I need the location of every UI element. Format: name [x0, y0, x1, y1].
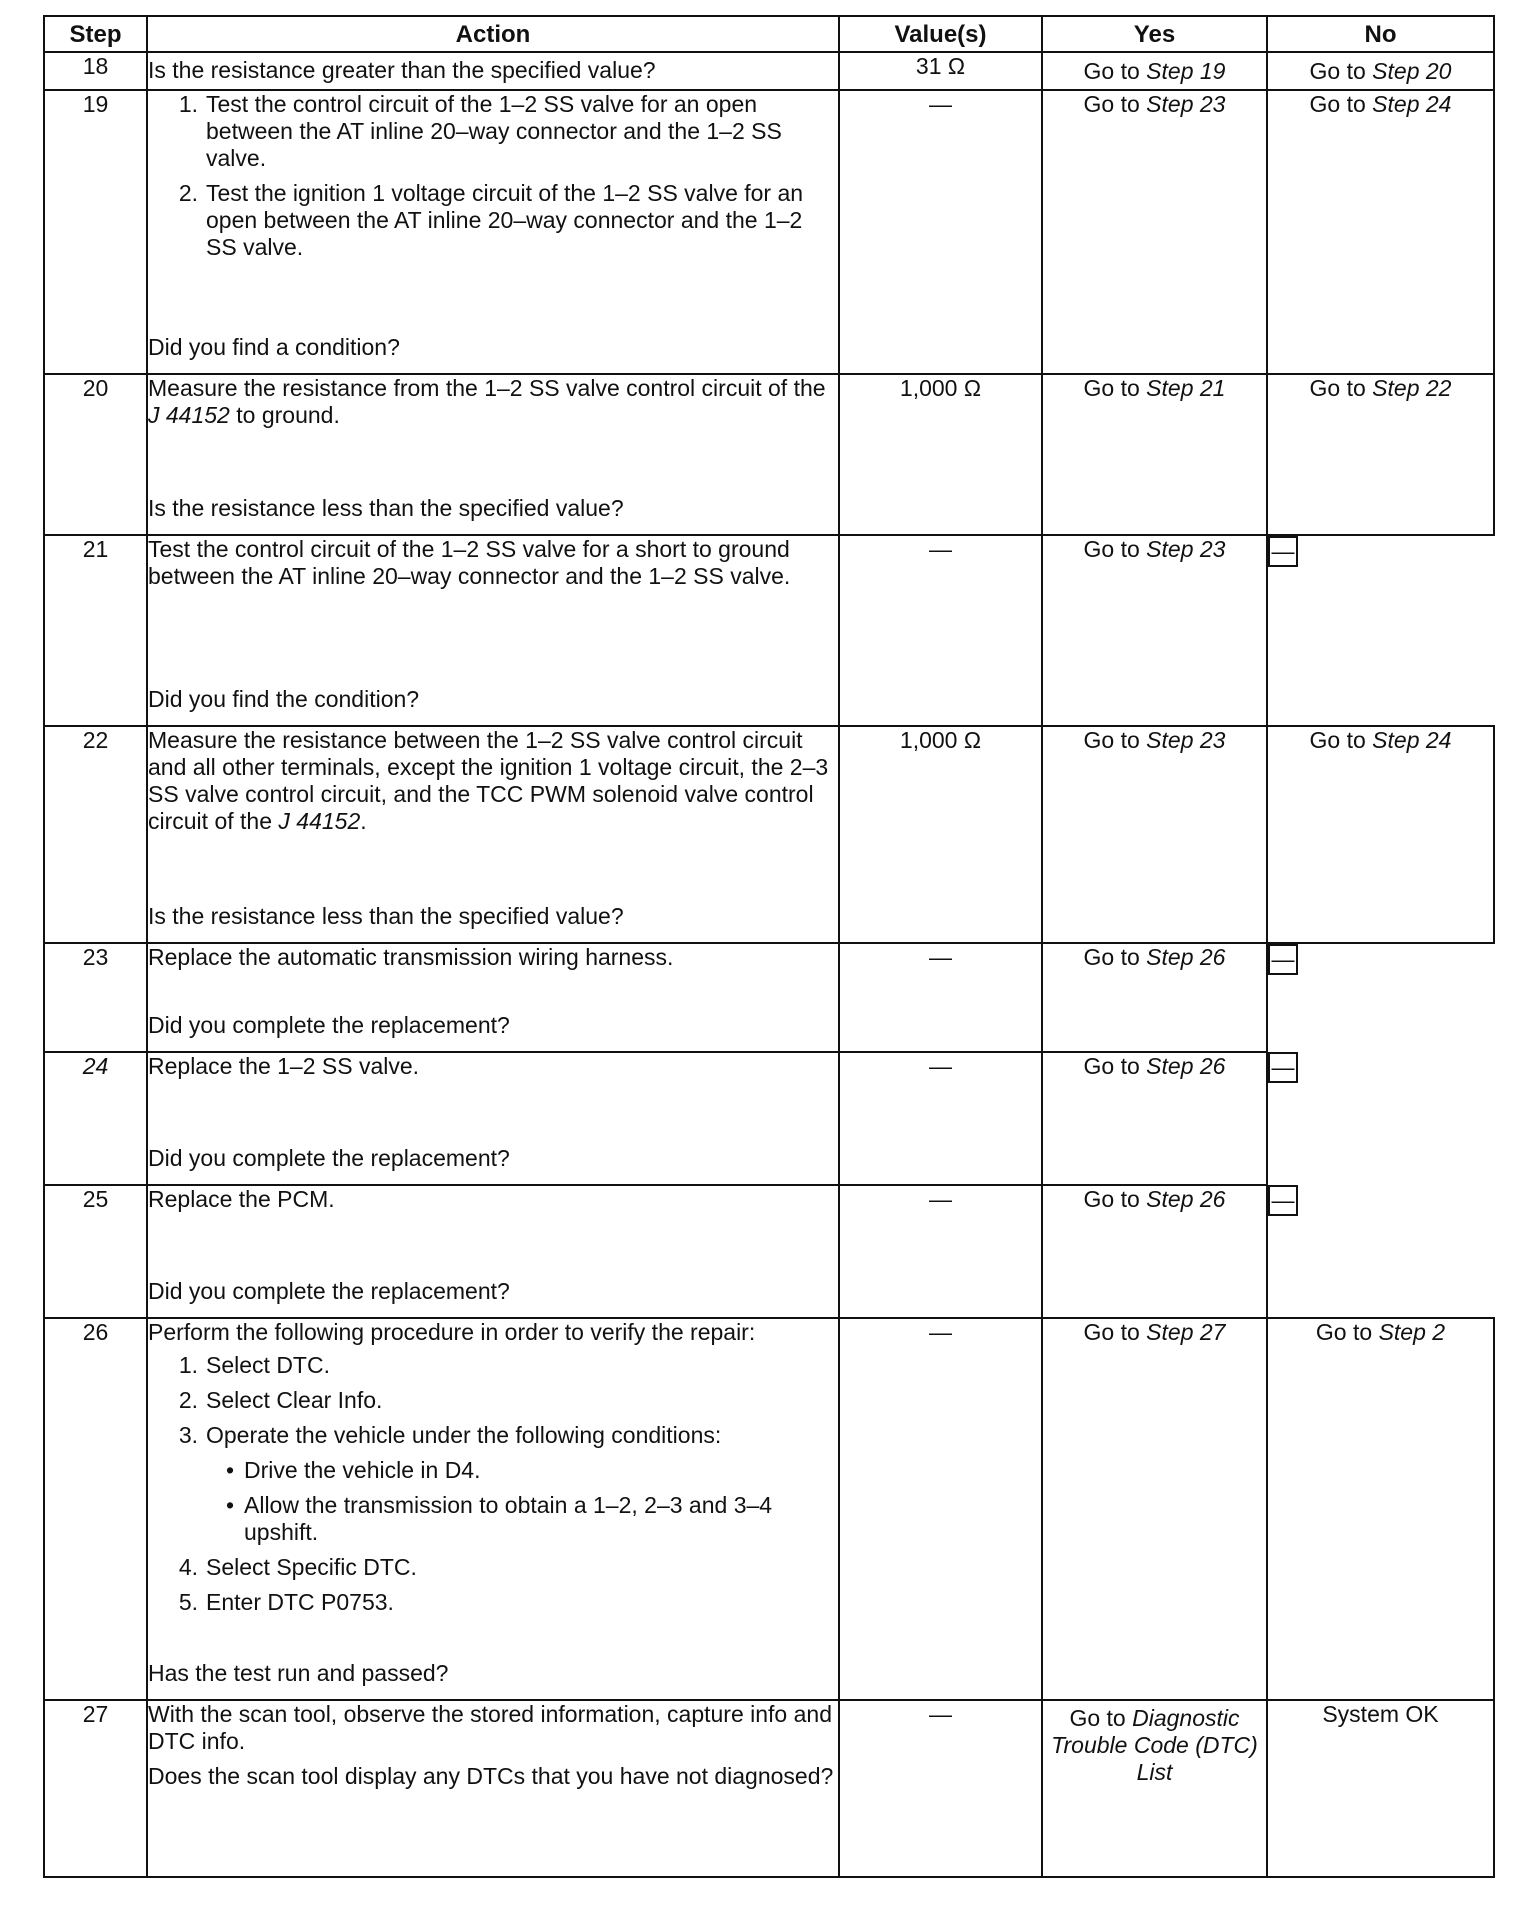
- value-cell: —: [839, 535, 1042, 726]
- no-step-link[interactable]: Step 2: [1378, 1319, 1446, 1345]
- header-yes: Yes: [1042, 16, 1267, 52]
- action-cell: [147, 52, 839, 90]
- table-row-step-24: [44, 1052, 1494, 1185]
- action-cell: [147, 726, 839, 943]
- instruction-text: With the scan tool, observe the stored information, capture info and DTC info.: [148, 1701, 832, 1754]
- value-cell: —: [839, 90, 1042, 374]
- dtc-list-link[interactable]: Diagnostic Trouble Code (DTC) List: [1051, 1705, 1258, 1785]
- action-cell: [147, 1185, 839, 1318]
- go-to-label: Go to: [1315, 1319, 1373, 1345]
- instruction-text: Measure the resistance from the 1–2 SS valve control circuit of the J 44152 to ground.: [148, 375, 826, 428]
- action-cell: [147, 374, 839, 535]
- step-number: 21: [44, 535, 147, 726]
- go-to-label: Go to: [1309, 727, 1366, 753]
- question-text: Did you complete the replacement?: [148, 1145, 510, 1171]
- step-number: 26: [44, 1318, 147, 1700]
- value-cell: —: [839, 1052, 1042, 1185]
- bullet-icon: •: [225, 1457, 234, 1483]
- no-cell: —: [1268, 944, 1298, 975]
- go-to-label: Go to: [1069, 1705, 1126, 1731]
- yes-cell: [1042, 1185, 1267, 1318]
- yes-step-link[interactable]: Step 19: [1146, 57, 1226, 84]
- action-cell: [147, 90, 839, 374]
- table-row-step-22: [44, 726, 1494, 943]
- no-step-link[interactable]: Step 22: [1372, 375, 1452, 401]
- system-ok-text: System OK: [1322, 1701, 1439, 1727]
- table-row-step-26: [44, 1318, 1494, 1700]
- table-row-step-21: [44, 535, 1494, 726]
- header-no: No: [1267, 16, 1494, 52]
- list-item: 4. Select Specific DTC.: [178, 1554, 417, 1580]
- list-item: 1. Select DTC.: [178, 1352, 330, 1378]
- step-number: 22: [44, 726, 147, 943]
- no-cell: [1267, 374, 1494, 535]
- no-step-link[interactable]: Step 20: [1372, 57, 1452, 84]
- instruction-text: Test the control circuit of the 1–2 SS valve for a short to ground between the AT inline 20–way connector and the 1–2 SS valve.: [148, 536, 791, 589]
- yes-step-link[interactable]: Step 26: [1146, 1186, 1226, 1212]
- yes-cell: [1042, 374, 1267, 535]
- instruction-text: Perform the following procedure in order to verify the repair:: [148, 1319, 756, 1345]
- action-cell: [147, 535, 839, 726]
- value-cell: —: [839, 1700, 1042, 1877]
- instruction-text: Replace the 1–2 SS valve.: [148, 1053, 420, 1079]
- table-row-step-20: [44, 374, 1494, 535]
- no-cell: [1267, 1700, 1494, 1877]
- go-to-label: Go to: [1309, 375, 1366, 401]
- tool-reference: J 44152: [278, 808, 361, 834]
- instruction-text: Replace the automatic transmission wiring harness.: [148, 944, 674, 970]
- no-cell: —: [1268, 536, 1298, 567]
- numbered-list: [148, 1554, 838, 1616]
- table-row-step-27: [44, 1700, 1494, 1877]
- table-row-step-19: [44, 90, 1494, 374]
- step-number: 24: [44, 1052, 147, 1185]
- go-to-label: Go to: [1083, 375, 1140, 401]
- step-number: 23: [44, 943, 147, 1052]
- go-to-label: Go to: [1309, 91, 1366, 117]
- go-to-label: Go to: [1083, 1053, 1140, 1079]
- no-cell: [1267, 1318, 1494, 1700]
- no-cell: —: [1268, 1185, 1298, 1216]
- go-to-label: Go to: [1083, 536, 1140, 562]
- go-to-label: Go to: [1083, 57, 1140, 84]
- list-item: • Allow the transmission to obtain a 1–2, 2–3 and 3–4 upshift.: [148, 1492, 838, 1546]
- header-step: Step: [44, 16, 147, 52]
- value-cell: —: [839, 943, 1042, 1052]
- header-value: Value(s): [839, 16, 1042, 52]
- no-cell: [1267, 52, 1494, 90]
- yes-step-link[interactable]: Step 26: [1146, 944, 1226, 970]
- no-step-link[interactable]: Step 24: [1372, 91, 1452, 117]
- yes-step-link[interactable]: Step 27: [1146, 1319, 1226, 1345]
- value-cell: 31 Ω: [839, 52, 1042, 90]
- yes-cell: [1042, 1318, 1267, 1700]
- question-text: Has the test run and passed?: [148, 1660, 449, 1686]
- go-to-label: Go to: [1083, 1319, 1140, 1345]
- yes-cell: [1042, 943, 1267, 1052]
- yes-cell: [1042, 52, 1267, 90]
- table-row-step-18: [44, 52, 1494, 90]
- numbered-list: [148, 91, 838, 269]
- yes-cell: [1042, 726, 1267, 943]
- instruction-text: Measure the resistance between the 1–2 SS valve control circuit and all other terminals, except the ignition 1 voltage circuit, the 2–3 SS valve control circuit, and the TCC PWM solenoid valve control circuit of the J 44152.: [148, 727, 829, 834]
- table-row-step-23: [44, 943, 1494, 1052]
- question-text: Is the resistance greater than the specified value?: [148, 57, 656, 83]
- step-number: 27: [44, 1700, 147, 1877]
- action-cell: [147, 943, 839, 1052]
- question-text: Did you find the condition?: [148, 686, 420, 712]
- list-item: 1. Test the control circuit of the 1–2 SS valve for an open between the AT inline 20–way connector and the 1–2 SS valve.: [178, 91, 782, 171]
- numbered-list: [148, 1352, 838, 1449]
- no-cell: [1267, 90, 1494, 374]
- no-cell: —: [1268, 1052, 1298, 1083]
- step-number: 20: [44, 374, 147, 535]
- bullet-list: [148, 1457, 838, 1546]
- header-action: Action: [147, 16, 839, 52]
- action-cell: [147, 1318, 839, 1700]
- list-item: • Drive the vehicle in D4.: [148, 1457, 838, 1484]
- question-text: Is the resistance less than the specified value?: [148, 495, 624, 521]
- yes-step-link[interactable]: Step 21: [1146, 375, 1226, 401]
- list-item: 2. Select Clear Info.: [178, 1387, 383, 1413]
- step-number: 25: [44, 1185, 147, 1318]
- step-number: 18: [44, 52, 147, 90]
- yes-step-link[interactable]: Step 23: [1146, 91, 1226, 117]
- yes-cell: [1042, 1052, 1267, 1185]
- question-text: Is the resistance less than the specified value?: [148, 903, 624, 929]
- value-cell: 1,000 Ω: [839, 726, 1042, 943]
- yes-cell: [1042, 1700, 1267, 1877]
- go-to-label: Go to: [1083, 91, 1140, 117]
- value-cell: 1,000 Ω: [839, 374, 1042, 535]
- value-cell: —: [839, 1185, 1042, 1318]
- yes-step-link[interactable]: Step 23: [1146, 536, 1226, 562]
- table-row-step-25: [44, 1185, 1494, 1318]
- go-to-label: Go to: [1309, 57, 1366, 84]
- question-text: Did you complete the replacement?: [148, 1012, 510, 1038]
- action-cell: [147, 1052, 839, 1185]
- go-to-label: Go to: [1083, 944, 1140, 970]
- action-cell: [147, 1700, 839, 1877]
- value-cell: —: [839, 1318, 1042, 1700]
- go-to-label: Go to: [1083, 727, 1140, 753]
- question-text: Did you complete the replacement?: [148, 1278, 510, 1304]
- no-step-link[interactable]: Step 24: [1372, 727, 1452, 753]
- list-item: 3. Operate the vehicle under the following conditions:: [178, 1422, 722, 1448]
- instruction-text: Replace the PCM.: [148, 1186, 335, 1212]
- question-text: Does the scan tool display any DTCs that you have not diagnosed?: [148, 1763, 834, 1789]
- yes-cell: [1042, 535, 1267, 726]
- step-number: 19: [44, 90, 147, 374]
- question-text: Did you find a condition?: [148, 334, 400, 360]
- bullet-icon: •: [225, 1492, 234, 1518]
- header-row: [44, 16, 1494, 52]
- yes-cell: [1042, 90, 1267, 374]
- list-item: 5. Enter DTC P0753.: [178, 1589, 394, 1615]
- yes-step-link[interactable]: Step 23: [1146, 727, 1226, 753]
- no-cell: [1267, 726, 1494, 943]
- yes-step-link[interactable]: Step 26: [1146, 1053, 1226, 1079]
- diagnostic-table: [43, 15, 1495, 1878]
- tool-reference: J 44152: [148, 402, 230, 428]
- list-item: 2. Test the ignition 1 voltage circuit of the 1–2 SS valve for an open between the AT inline 20–way connector and the 1–2 SS valve.: [178, 180, 804, 260]
- go-to-label: Go to: [1083, 1186, 1140, 1212]
